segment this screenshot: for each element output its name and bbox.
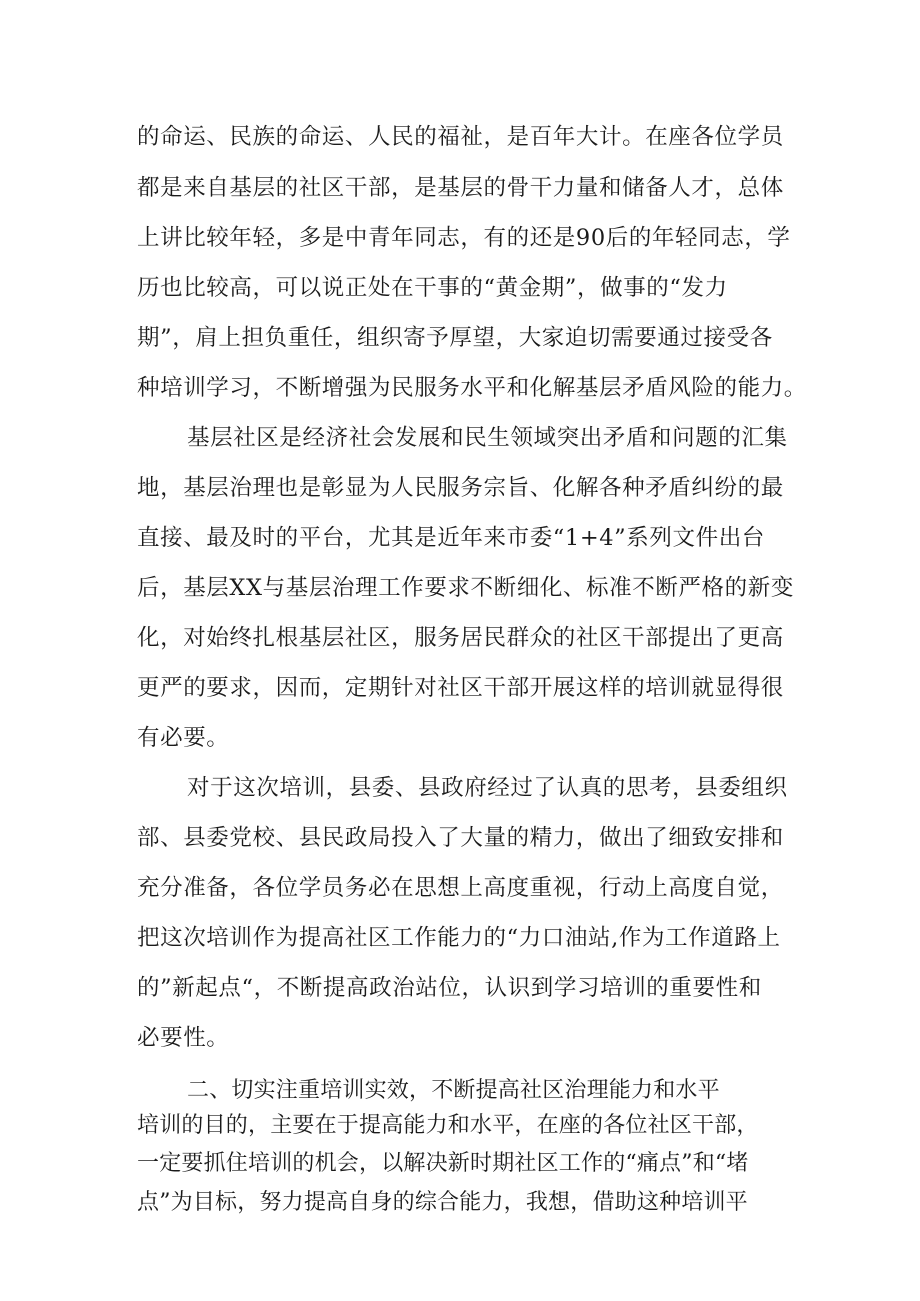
text-line-21: 培训的目的，主要在于提高能力和水平，在座的各位社区干部，	[137, 1113, 759, 1138]
section-heading: 二、切实注重培训实效，不断提高社区治理能力和水平	[187, 1078, 720, 1103]
text-line-4: 历也比较高，可以说正处在干事的“黄金期”，做事的“发力	[137, 275, 728, 301]
text-line-1: 的命运、民族的命运、人民的福祉，是百年大计。在座各位学员	[137, 124, 784, 150]
text-line-17: 把这次培训作为提高社区工作能力的“力口油站,作为工作道路上	[137, 925, 781, 951]
text-line-14: 对于这次培训，县委、县政府经过了认真的思考，县委组织	[187, 775, 788, 801]
text-line-8: 地，基层治理也是彰显为人民服务宗旨、化解各种矛盾纠纷的最	[137, 475, 784, 501]
text-line-7: 基层社区是经济社会发展和民生领域突出矛盾和问题的汇集	[187, 425, 788, 451]
text-line-19: 必要性。	[137, 1025, 230, 1051]
text-line-11: 化，对始终扎根基层社区，服务居民群众的社区干部提出了更高	[137, 625, 784, 651]
text-line-23: 点”为目标，努力提高自身的综合能力，我想，借助这种培训平	[137, 1190, 748, 1215]
text-line-13: 有必要。	[137, 725, 230, 751]
text-line-15: 部、县委党校、县民政局投入了大量的精力，做出了细致安排和	[137, 825, 784, 851]
text-line-16: 充分准备，各位学员务必在思想上高度重视，行动上高度自觉，	[137, 875, 784, 901]
text-line-3: 上讲比较年轻，多是中青年同志，有的还是90后的年轻同志，学	[137, 225, 791, 251]
text-line-18: 的”新起点“，不断提高政治站位，认识到学习培训的重要性和	[137, 975, 762, 1001]
text-line-12: 更严的要求，因而，定期针对社区干部开展这样的培训就显得很	[137, 675, 784, 701]
text-line-10: 后，基层XX与基层治理工作要求不断细化、标准不断严格的新变	[137, 575, 794, 601]
text-line-22: 一定要抓住培训的机会，以解决新时期社区工作的“痛点”和“堵	[137, 1151, 749, 1176]
text-line-6: 种培训学习，不断增强为民服务水平和化解基层矛盾风险的能力。	[137, 375, 807, 401]
text-line-9: 直接、最及时的平台，尤其是近年来市委“1+4”系列文件出台	[137, 525, 765, 551]
text-line-5: 期”，肩上担负重任，组织寄予厚望，大家迫切需要通过接受各	[137, 325, 773, 351]
text-line-2: 都是来自基层的社区干部，是基层的骨干力量和储备人才，总体	[137, 175, 784, 201]
